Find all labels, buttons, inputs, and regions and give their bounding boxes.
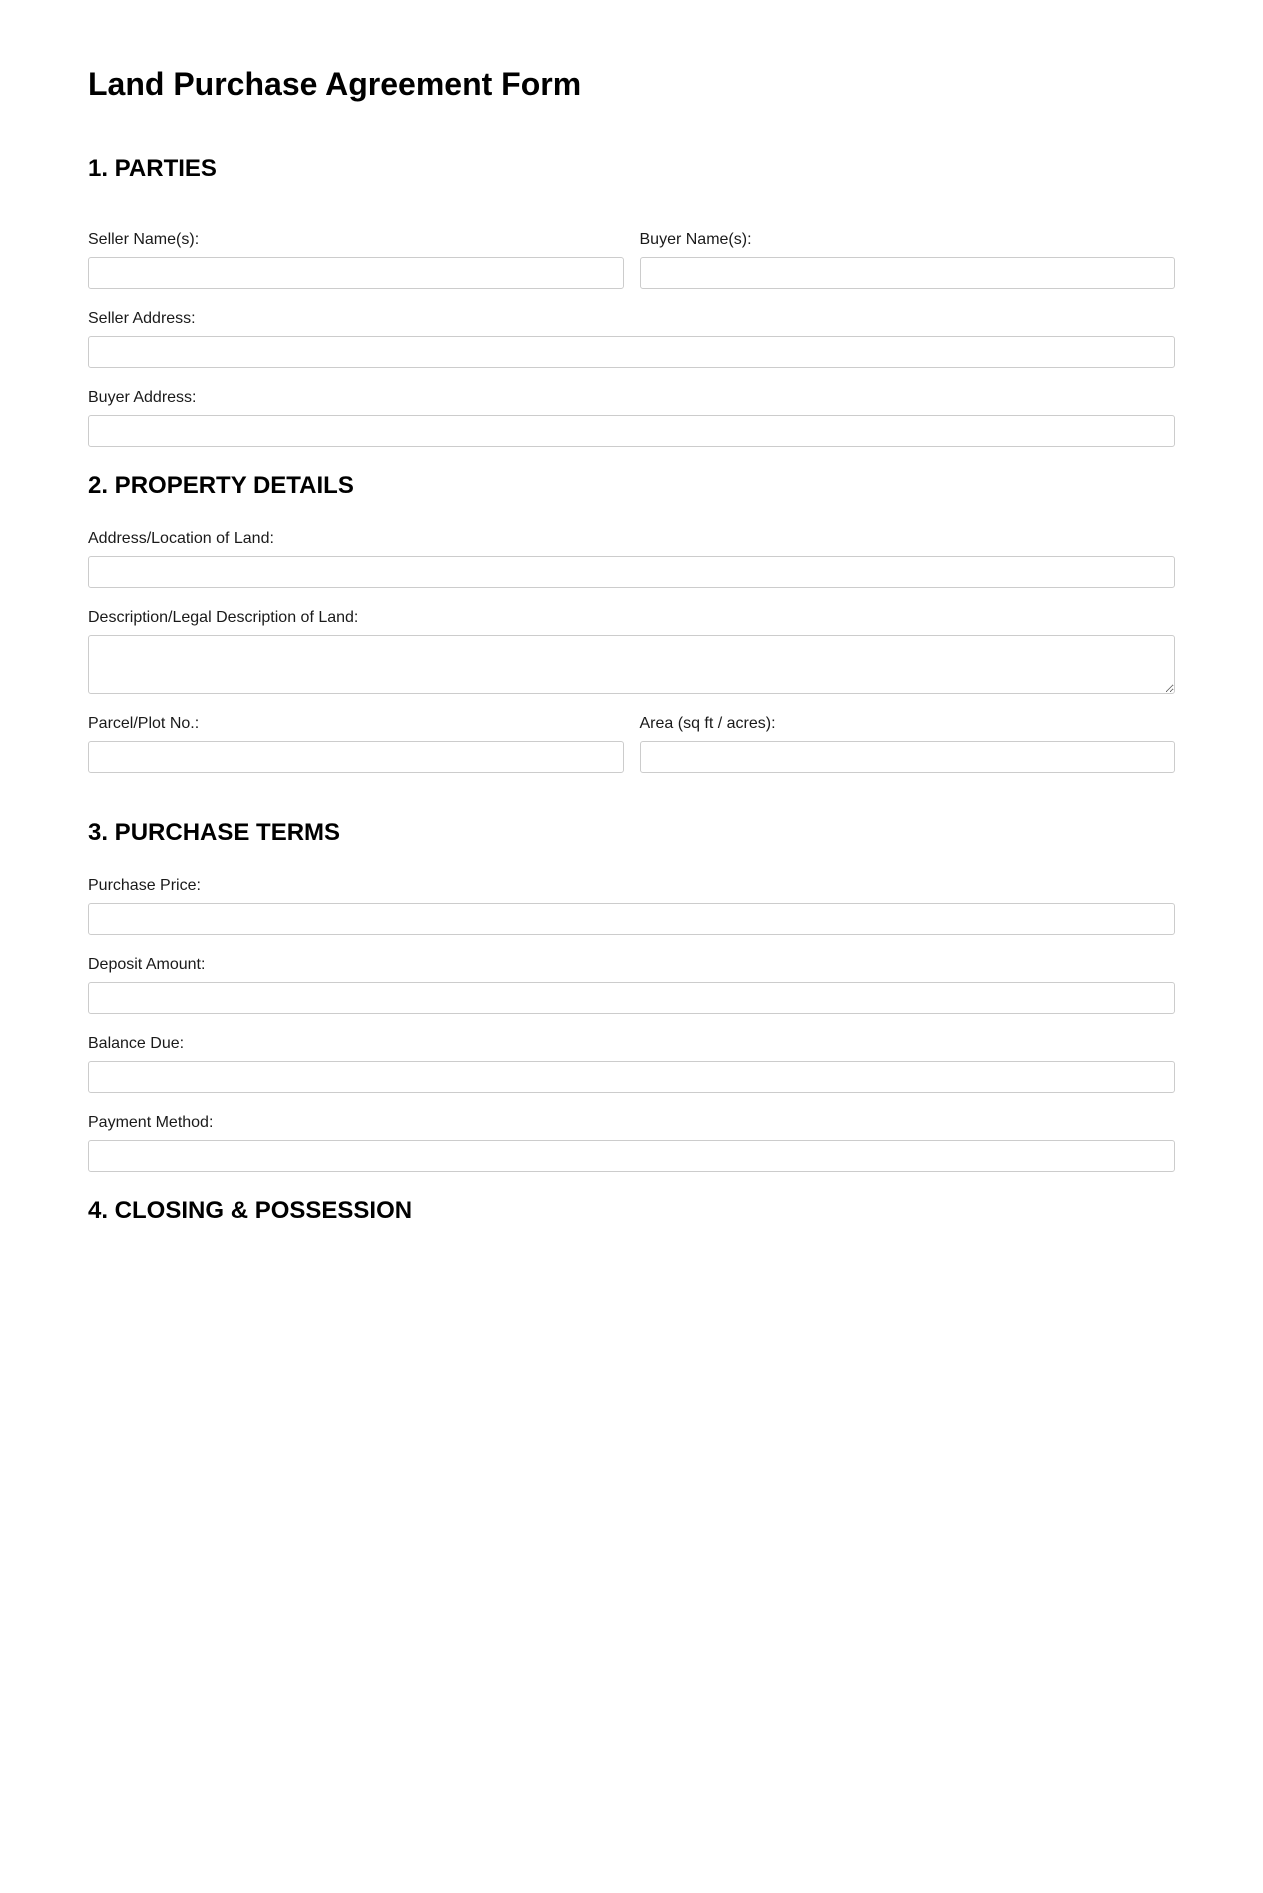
balance-due-group xyxy=(88,1035,1175,1093)
deposit-amount-label: Deposit Amount: xyxy=(88,956,206,973)
purchase-price-group xyxy=(88,877,1175,935)
payment-method-group xyxy=(88,1114,1175,1172)
buyer-address-input[interactable] xyxy=(88,415,1175,447)
seller-address-label: Seller Address: xyxy=(88,310,196,327)
names-row xyxy=(88,231,1175,310)
section-parties xyxy=(88,155,1175,447)
buyer-names-group xyxy=(640,231,1176,289)
land-description-textarea[interactable] xyxy=(88,635,1175,694)
section-property-details xyxy=(88,472,1175,794)
seller-names-group xyxy=(88,231,624,289)
section-heading-closing-possession: 4. CLOSING & POSSESSION xyxy=(88,1197,413,1224)
deposit-amount-input[interactable] xyxy=(88,982,1175,1014)
section-purchase-terms xyxy=(88,819,1175,1172)
section-heading-parties: 1. PARTIES xyxy=(88,155,217,182)
payment-method-label: Payment Method: xyxy=(88,1114,214,1131)
seller-names-input[interactable] xyxy=(88,257,624,289)
land-description-group xyxy=(88,609,1175,694)
seller-address-input[interactable] xyxy=(88,336,1175,368)
payment-method-input[interactable] xyxy=(88,1140,1175,1172)
area-group xyxy=(640,715,1176,773)
buyer-names-label: Buyer Name(s): xyxy=(639,231,752,248)
buyer-address-group xyxy=(88,389,1175,447)
buyer-names-input[interactable] xyxy=(640,257,1176,289)
buyer-address-label: Buyer Address: xyxy=(88,389,197,406)
page-title: Land Purchase Agreement Form xyxy=(88,66,582,102)
balance-due-label: Balance Due: xyxy=(88,1035,185,1052)
parcel-no-input[interactable] xyxy=(88,741,624,773)
section-heading-property-details: 2. PROPERTY DETAILS xyxy=(88,472,354,499)
area-input[interactable] xyxy=(640,741,1176,773)
balance-due-input[interactable] xyxy=(88,1061,1175,1093)
purchase-price-input[interactable] xyxy=(88,903,1175,935)
land-address-input[interactable] xyxy=(88,556,1175,588)
land-purchase-agreement-form xyxy=(88,0,1175,1225)
parcel-no-label: Parcel/Plot No.: xyxy=(88,715,200,732)
section-heading-purchase-terms: 3. PURCHASE TERMS xyxy=(88,819,341,846)
land-description-label: Description/Legal Description of Land: xyxy=(88,609,359,626)
purchase-price-label: Purchase Price: xyxy=(88,877,201,894)
deposit-amount-group xyxy=(88,956,1175,1014)
seller-address-group xyxy=(88,310,1175,368)
section-closing-possession xyxy=(88,1197,1175,1225)
land-address-group xyxy=(88,530,1175,588)
parcel-area-row xyxy=(88,715,1175,794)
land-address-label: Address/Location of Land: xyxy=(88,530,274,547)
area-label: Area (sq ft / acres): xyxy=(639,715,776,732)
seller-names-label: Seller Name(s): xyxy=(88,231,200,248)
parcel-no-group xyxy=(88,715,624,773)
